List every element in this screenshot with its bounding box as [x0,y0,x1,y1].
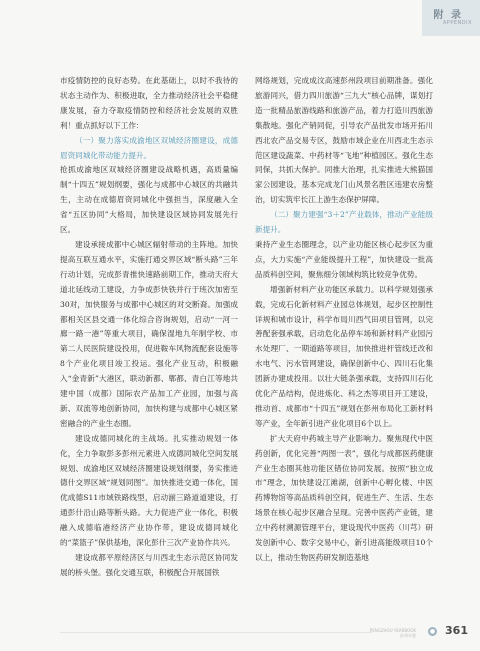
body-paragraph: 建设成德同城化的主战场。扎实推动规划一体化，全力争取彭多彭州元素进入成德同城化空间发展规划、成渝地区双城经济圈建设规划纲要，务实推进德什交界区域“规划同图”。加快推进交通一体化，国优成德S11市域铁路线型，启动湔三路道道建设，打通彭什沿山路等断头路。大力促进产业一体化，积极融入成德临港经济产业协作带，建设成德同城化的“菜篮子”保供基地，深化彭什三次产业协作共兴。 [60,433,238,548]
page-number: 361 [445,624,468,637]
section-heading: （一）聚力落实成渝地区双城经济圈建设，成德眉资同城化带动能力提升。 [60,135,238,160]
body-paragraph: 市疫情防控的良好态势。在此基础上，以时不我待的状态主动作为、积极进取，全力推动经济社会平稳健康发展，奋力夺取疫情防控和经济社会发展的双胜利！重点抓好以下工作： [60,76,238,130]
section-title: 附 录 [433,10,463,21]
body-paragraph: 增强新材料产业功能区承载力。以科学规划强承载，完成石化新材料产业园总体规划，起步区控制性详规和城市设计，科学布局川西气田项目管网，以完善配套强承载，启动危化品停车场和新材料产业园污水处理厂、一期道路等项目，加快推进杆管线迁改和水电气、污水管网建设，确保创新中心、四川石化集团新办建成投用。以壮大链条强承载，支持四川石化优化产品结构，促进炼化、科之杰等项目开工建设，推动首、成都市“十四五”规划在彭州布局化工新材料等产业，全年新引进产业化项目6个以上。 [255,284,433,428]
left-column [60,74,238,581]
page-footer [0,601,480,651]
right-column [255,74,433,566]
body-paragraph: 网络规划，完成成汶高速彭州段项目前期准备。强化旅游同兴，借力四川旅游“三九大”核心品牌，谋划打造一批精品旅游线路和旅游产品，着力打造川西旅游集散地。强化产销同促，引导农产品批发市场开拓川西北农产品交易专区，鼓励市域企业在川西北生态示范区建设蔬菜、中药材等“飞地”种植园区。强化生态同保，共抓大保护。同推大治理，扎实推进大熊猫国家公园建设，基本完成龙门山风景名胜区违建农房整治，切实筑牢长江上游生态保护屏障。 [255,76,433,205]
page-header [0,0,480,36]
page-marker-icon: ● [429,628,436,635]
body-paragraph: 抢抓成渝地区双城经济圈建设战略机遇，高质量编制“十四五”规划纲要，强化与成都中心城区的共融共生，主动在成德眉资同城化中强担当，深度融入全省“五区协同”大格局，加快建设区域协同发展先行区。 [60,165,238,235]
body-paragraph: 建设承接成都中心城区辐射带动的主阵地。加快提高互联互通水平，实施打通交界区域“断头路”三年行动计划，完成彭青推快速路前期工作，推动天府大道北延线动工建设，力争成彭快铁并行于班次加密至30对，加快服务与成都中心城区的对交断裔。加强成都相关区县交通一体化综合咨询规划，启动“一河一廊一路一港”等重大项目，确保湿地九年制学校、市第二人民医院建设投用，促进鞍车风物流配套设施等8个产业化项目竣工投运。强化产业互动，积极融入“金青新”大港区，联动新都、郫都、青白江等地共建中国（成都）国际农产品加工产业园，加强与高新、双流等地创新协同，加快构建与成都中心城区紧密融合的产业生态圈。 [60,239,238,428]
section-heading: （二）聚力建强“3＋2”产业载体，推动产业能级新提升。 [255,210,433,235]
body-paragraph: 扩大天府中药城主导产业影响力。聚焦现代中医药创新，优化完善“两图一表”，强化与成都医药健康产业生态圈其他功能区错位协同发展。按照“独立成市”理念，加快建设江滩湖，创新中心孵化楼、中医药博物馆等高品质科创空间，促进生产、生活、生态场景在核心起步区融合呈现。完善中医药产业链，建立中药材溯源管理平台，建设现代中医药（川芎）研发创新中心、数字交易中心，新引进高能级项目10个以上，推动生物医药研发制造基地 [255,433,433,562]
watermark-line-2: 彭州年鉴 [400,633,416,638]
yearbook-watermark [370,628,416,638]
body-paragraph: 建设成都平原经济区与川西北生态示范区协同发展的桥头堡。强化交通互联，积极配合开展国铁 [60,553,238,577]
footer-rule [60,632,372,633]
body-paragraph: 秉持产业生态圈理念，以产业功能区核心起步区为重点，大力实施“产业能级提升工程”，加快建设一批高品质科创空间，聚焦细分领域构筑比较竞争优势。 [255,239,433,279]
watermark-line-1: PENGZHOU YEARBOOK [369,628,416,633]
section-subtitle: APPENDIX [442,20,472,26]
